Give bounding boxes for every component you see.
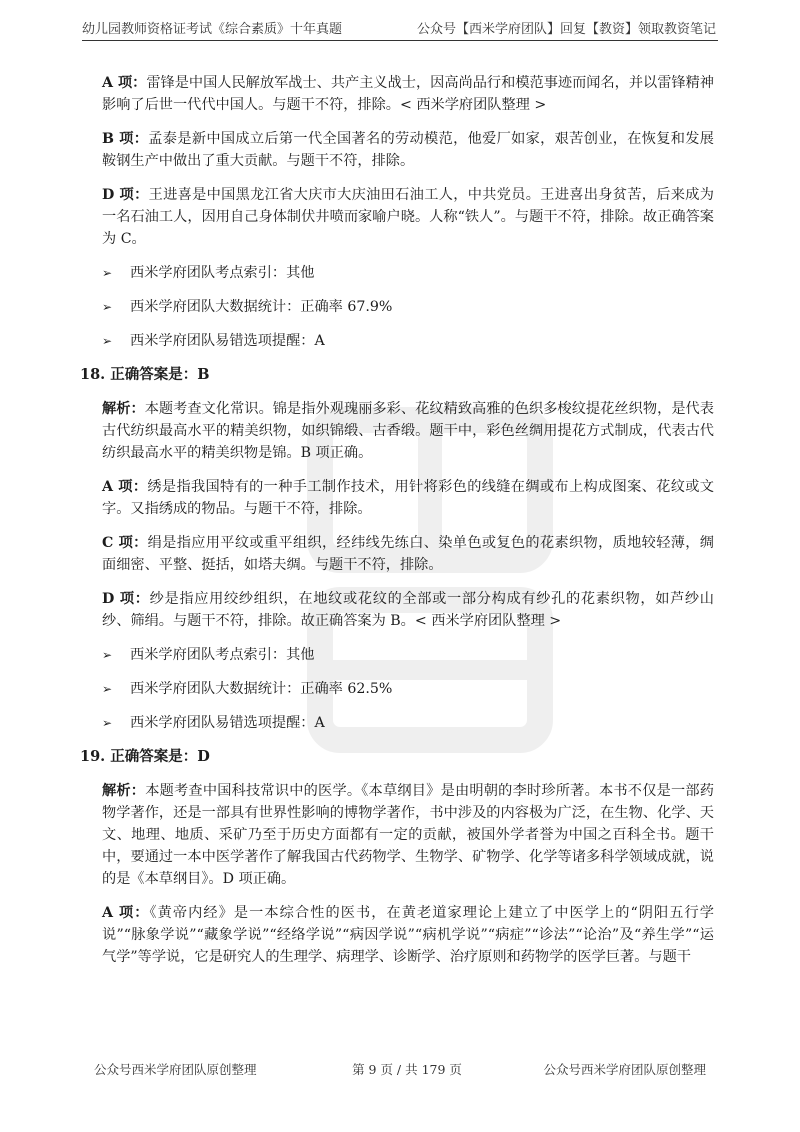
header-doc-title: 幼儿园教师资格证考试《综合素质》十年真题 [82, 22, 343, 37]
paragraph-text: 孟泰是新中国成立后第一代全国著名的劳动模范，他爱厂如家，艰苦创业，在恢复和发展鞍钢生产中做出了重大贡献。与题干不符，排除。 [102, 131, 714, 169]
page-number: 第 9 页 / 共 179 页 [352, 1062, 462, 1077]
page-content [80, 72, 714, 980]
bullet-text: 西米学府团队考点索引：其他 [130, 265, 315, 281]
arrow-bullet-icon: ➢ [102, 648, 113, 662]
paragraph-text: 绣是指我国特有的一种手工制作技术，用针将彩色的线缝在绸或布上构成图案、花纹或文字。又指绣成的物品。与题干不符，排除。 [102, 479, 714, 517]
footer-left-note: 公众号西米学府团队原创整理 [94, 1062, 257, 1077]
paragraph-label: D 项： [102, 187, 149, 203]
paragraph [102, 476, 714, 520]
paragraph [102, 780, 714, 890]
bullet-text: 西米学府团队大数据统计：正确率 67.9% [130, 299, 393, 315]
paragraph-text: 纱是指应用绞纱组织，在地纹或花纹的全部或一部分构成有纱孔的花素织物，如芦纱山纱、筛绢。与题干不符，排除。故正确答案为 B。< 西米学府团队整理 > [102, 591, 714, 629]
paragraph [102, 588, 714, 632]
bullet-item [102, 296, 714, 318]
paragraph-label: 解析： [102, 401, 145, 417]
question-answer-heading: 18. 正确答案是：B [80, 366, 210, 383]
paragraph-text: 雷锋是中国人民解放军战士、共产主义战士，因高尚品行和模范事迹而闻名，并以雷锋精神影响了后世一代代中国人。与题干不符，排除。< 西米学府团队整理 > [102, 75, 714, 113]
arrow-bullet-icon: ➢ [102, 300, 113, 314]
arrow-bullet-icon: ➢ [102, 334, 113, 348]
paragraph-label: A 项： [102, 905, 150, 921]
arrow-bullet-icon: ➢ [102, 716, 113, 730]
paragraph [102, 184, 714, 250]
bullet-text: 西米学府团队大数据统计：正确率 62.5% [130, 681, 393, 697]
bullet-item [102, 712, 714, 734]
bullet-item [102, 262, 714, 284]
bullet-item [102, 678, 714, 700]
paragraph-text: 本题考查中国科技常识中的医学。《本草纲目》是由明朝的李时珍所著。本书不仅是一部药物学著作，还是一部具有世界性影响的博物学著作，书中涉及的内容极为广泛，在生物、化学、天文、地理、地质、采矿乃至于历史方面都有一定的贡献，被国外学者誉为中国之百科全书。题干中，要通过一本中医学著作了解我国古代药物学、生物学、矿物学、化学等诸多科学领域成就，说的是《本草纲目》。D 项正确。 [102, 783, 714, 887]
paragraph-text: 王进喜是中国黑龙江省大庆市大庆油田石油工人，中共党员。王进喜出身贫苦，后来成为一名石油工人，因用自己身体制伏井喷而家喻户晓。人称“铁人”。与题干不符，排除。故正确答案为 C。 [102, 187, 714, 247]
footer-right-note: 公众号西米学府团队原创整理 [543, 1062, 706, 1077]
arrow-bullet-icon: ➢ [102, 266, 113, 280]
page-header [82, 16, 716, 38]
paragraph [102, 532, 714, 576]
arrow-bullet-icon: ➢ [102, 682, 113, 696]
bullet-text: 西米学府团队易错选项提醒：A [130, 715, 325, 731]
paragraph-label: C 项： [102, 535, 148, 551]
bullet-item [102, 330, 714, 352]
paragraph-label: D 项： [102, 591, 150, 607]
header-promo: 公众号【西米学府团队】回复【教资】领取教资笔记 [416, 22, 716, 37]
bullet-text: 西米学府团队易错选项提醒：A [130, 333, 325, 349]
paragraph-text: 《黄帝内经》是一本综合性的医书，在黄老道家理论上建立了中医学上的“阴阳五行学说”“脉象学说”“藏象学说”“经络学说”“病因学说”“病机学说”“病症”“诊法”“论治”及“养生学”“运气学”等学说，它是研究人的生理学、病理学、诊断学、治疗原则和药物学的医学巨著。与题干 [102, 905, 714, 965]
paragraph-label: 解析： [102, 783, 146, 799]
paragraph [102, 398, 714, 464]
paragraph-text: 本题考查文化常识。锦是指外观瑰丽多彩、花纹精致高雅的色织多梭纹提花丝织物，是代表古代纺织最高水平的精美织物，如织锦缎、古香缎。题干中，彩色丝绸用提花方式制成，代表古代纺织最高水平的精美织物是锦。B 项正确。 [102, 401, 714, 461]
bullet-text: 西米学府团队考点索引：其他 [130, 647, 315, 663]
paragraph-text: 绢是指应用平纹或重平组织，经纬线先练白、染单色或复色的花素织物，质地较轻薄，绸面细密、平整、挺括，如塔夫绸。与题干不符，排除。 [102, 535, 714, 573]
paragraph-label: B 项： [102, 131, 149, 147]
page-footer [82, 1060, 716, 1080]
paragraph [102, 72, 714, 116]
question-answer-heading: 19. 正确答案是：D [80, 748, 210, 765]
paragraph [102, 128, 714, 172]
header-divider [82, 40, 718, 41]
paragraph-label: A 项： [102, 479, 148, 495]
bullet-item [102, 644, 714, 666]
paragraph-label: A 项： [102, 75, 147, 91]
paragraph [102, 902, 714, 968]
